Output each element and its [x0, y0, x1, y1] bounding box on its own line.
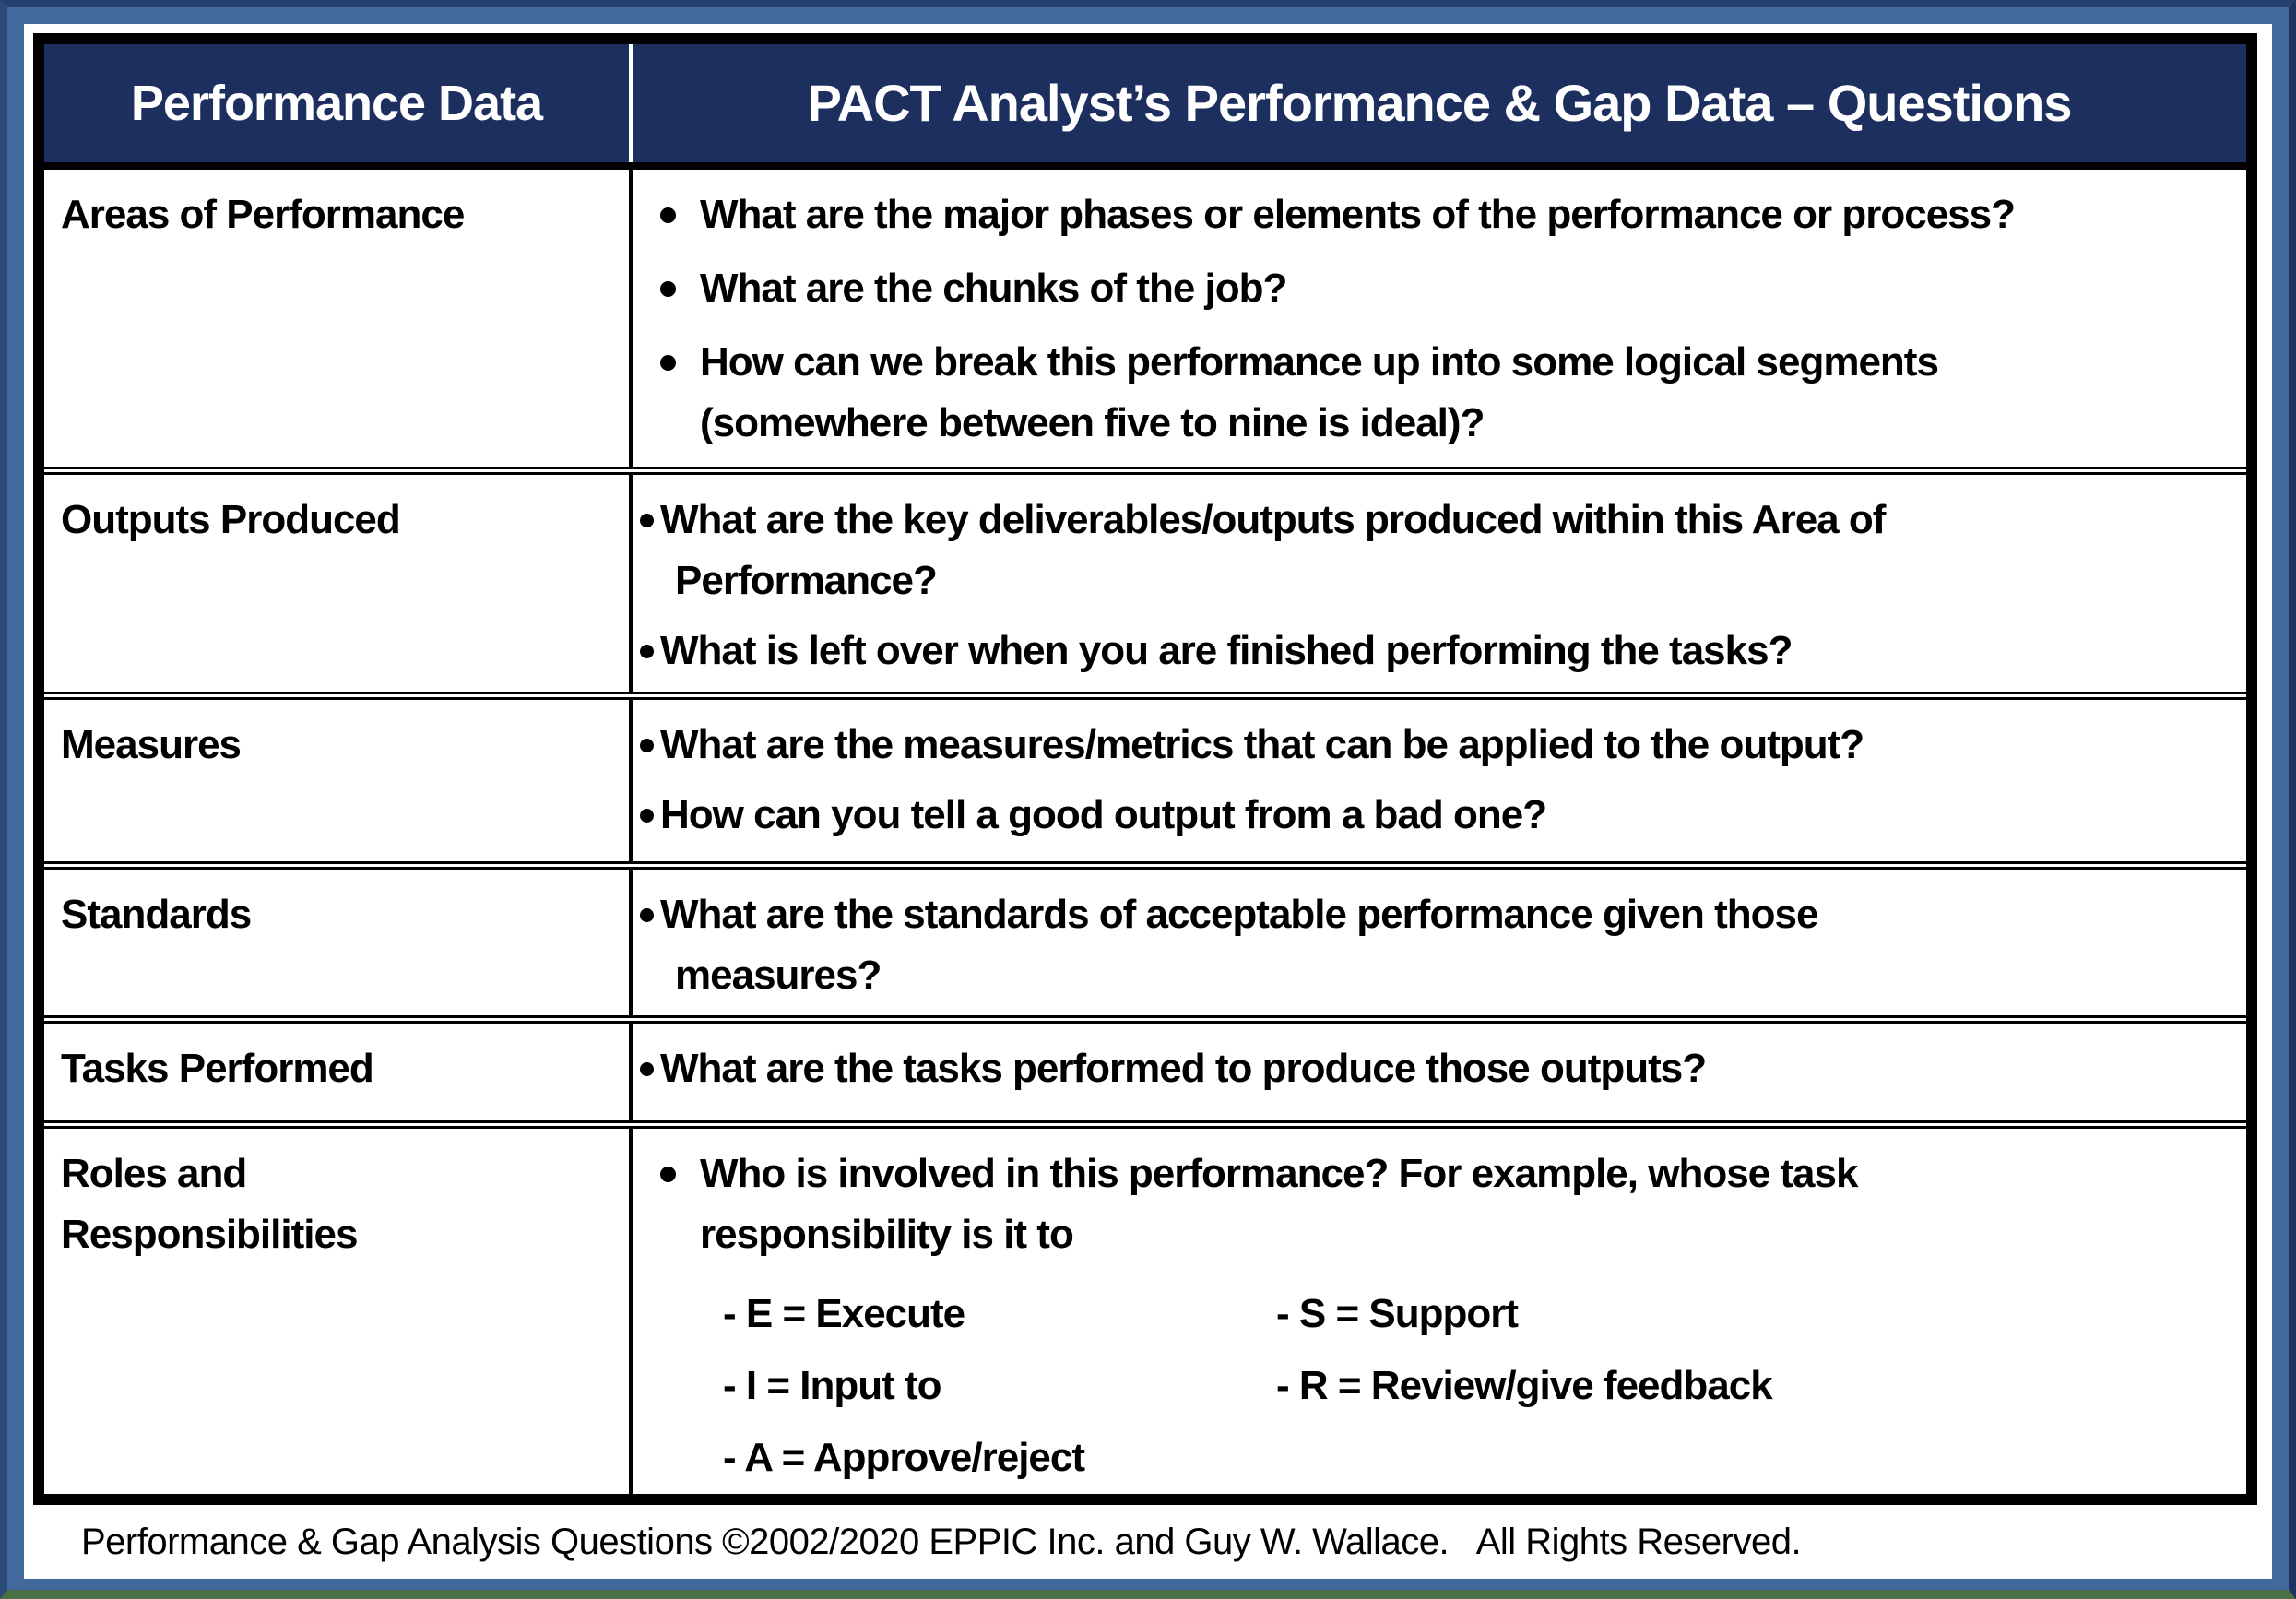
bullet-icon	[660, 355, 676, 371]
legend-item-approve-reject: - A = Approve/reject	[723, 1435, 1085, 1480]
header-cell-performance-data	[44, 44, 633, 162]
bullet-text: What are the measures/metrics that can be applied to the output?	[660, 722, 1864, 767]
bullet-item	[633, 1143, 2231, 1265]
bullet-item	[633, 884, 2231, 1006]
bullet-text: What are the major phases or elements of the performance or process?	[700, 192, 2015, 237]
row-label	[44, 870, 633, 1015]
bullet-text: What are the key deliverables/outputs produced within this Area of	[660, 497, 1886, 542]
row-label-text: Roles and	[61, 1151, 247, 1196]
bullet-text: Who is involved in this performance? For example, whose task	[700, 1151, 1858, 1196]
legend-item-support: - S = Support	[1276, 1291, 1518, 1336]
table-row-standards	[44, 861, 2246, 1015]
table-row-roles-responsibilities	[44, 1120, 2246, 1494]
legend-item-execute: - E = Execute	[723, 1291, 965, 1336]
bullet-item	[633, 258, 2231, 319]
header-cell-questions	[633, 44, 2246, 162]
bullet-icon	[660, 281, 676, 297]
bullet-item	[633, 490, 2231, 611]
legend-item-blank	[1276, 1422, 2231, 1494]
row-label	[44, 170, 633, 467]
bullet-icon	[660, 1167, 676, 1182]
row-label-text: Outputs Produced	[61, 497, 400, 542]
bullet-icon	[640, 739, 654, 752]
bullet-item	[633, 184, 2231, 245]
bullet-icon	[640, 1062, 654, 1076]
legend-item-input-to: - I = Input to	[723, 1363, 941, 1408]
bullet-item	[633, 715, 2231, 776]
row-questions-cell	[633, 475, 2246, 692]
row-label	[44, 700, 633, 861]
roles-legend	[723, 1278, 2231, 1494]
row-label-text: Tasks Performed	[61, 1046, 373, 1091]
row-label	[44, 475, 633, 692]
bullet-icon	[640, 645, 654, 658]
table-row-outputs-produced	[44, 467, 2246, 692]
row-label-text: Responsibilities	[61, 1212, 358, 1257]
bullet-icon	[640, 908, 654, 922]
bullet-text: How can you tell a good output from a bad one?	[660, 792, 1547, 837]
table-row-tasks-performed	[44, 1015, 2246, 1120]
bullet-item	[633, 785, 2231, 846]
copyright-caption: Performance & Gap Analysis Questions ©2002/2020 EPPIC Inc. and Guy W. Wallace. All Rights Reserved.	[81, 1521, 1802, 1562]
bullet-icon	[640, 809, 654, 823]
table-row-measures	[44, 692, 2246, 861]
bullet-item	[633, 621, 2231, 681]
row-questions-cell	[633, 700, 2246, 861]
bullet-item	[633, 332, 2231, 454]
bullet-text: (somewhere between five to nine is ideal)?	[700, 400, 1485, 445]
row-label-text: Standards	[61, 892, 252, 937]
bullet-text: How can we break this performance up into some logical segments	[700, 339, 1938, 385]
row-questions-cell	[633, 170, 2246, 467]
page-background	[24, 24, 2272, 1579]
bullet-text: What are the standards of acceptable performance given those	[660, 892, 1818, 937]
bullet-icon	[640, 514, 654, 527]
bullet-text: Performance?	[675, 558, 937, 603]
legend-item-review: - R = Review/give feedback	[1276, 1363, 1772, 1408]
bullet-text: measures?	[675, 953, 882, 998]
row-label	[44, 1129, 633, 1494]
header-performance-data-label: Performance Data	[130, 76, 543, 131]
header-questions-label: PACT Analyst’s Performance & Gap Data – Questions	[807, 74, 2072, 132]
table-row-areas-of-performance	[44, 162, 2246, 467]
table-header-row	[44, 44, 2246, 162]
row-label-text: Areas of Performance	[61, 192, 465, 237]
bullet-text: What are the tasks performed to produce those outputs?	[660, 1046, 1707, 1091]
bullet-text: responsibility is it to	[700, 1212, 1073, 1257]
performance-questions-table	[33, 33, 2257, 1505]
bullet-item	[633, 1038, 2231, 1099]
row-questions-cell	[633, 870, 2246, 1015]
bullet-text: What are the chunks of the job?	[700, 266, 1287, 311]
row-label	[44, 1024, 633, 1120]
row-questions-cell	[633, 1129, 2246, 1494]
row-questions-cell	[633, 1024, 2246, 1120]
bullet-text: What is left over when you are finished performing the tasks?	[660, 628, 1793, 673]
bullet-icon	[660, 207, 676, 223]
row-label-text: Measures	[61, 722, 242, 767]
